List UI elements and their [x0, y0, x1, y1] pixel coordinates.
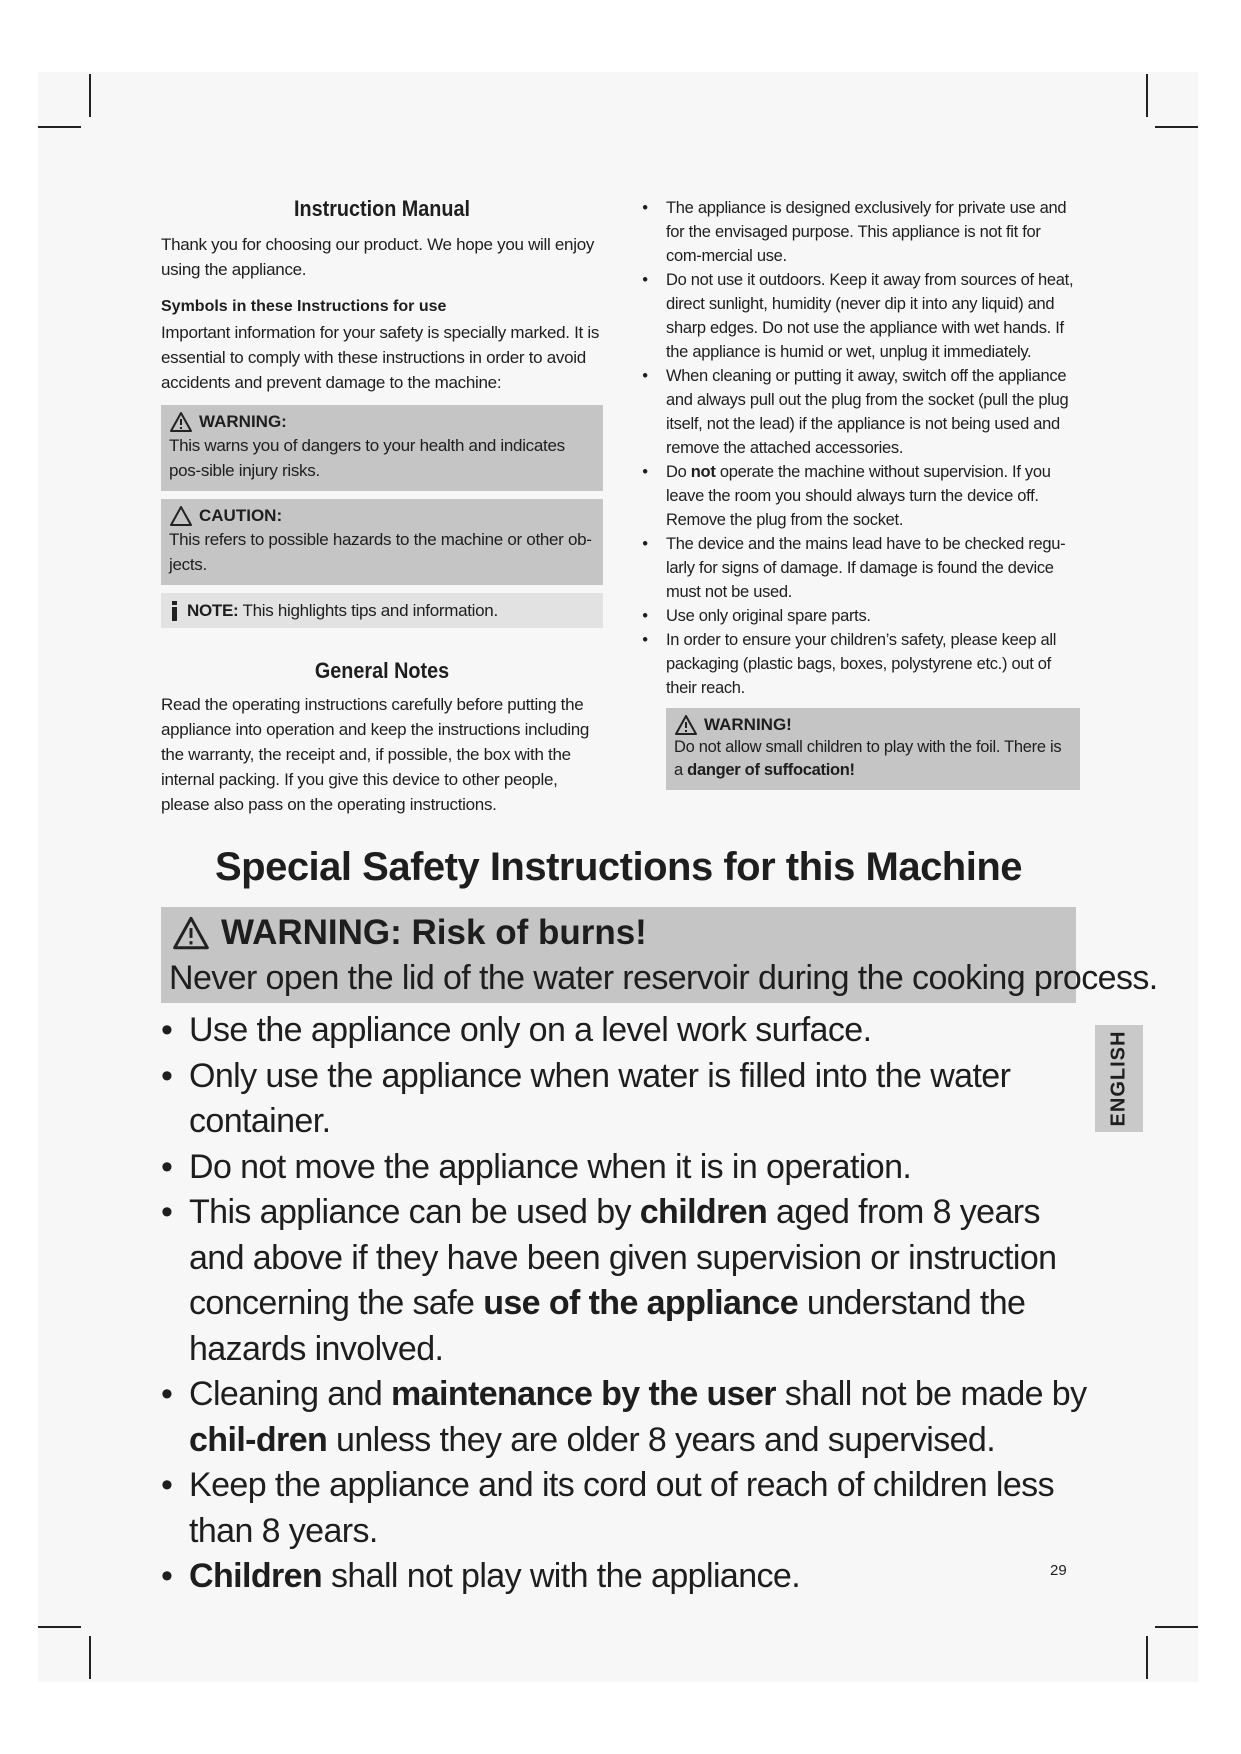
instruction-manual-title: Instruction Manual [293, 196, 471, 221]
crop-mark [1146, 1636, 1148, 1679]
caution-label: CAUTION: [199, 506, 283, 525]
list-item: • This appliance can be used by children aged from 8 years and above if they have been given supervision or instruction concerning the safe use of the appliance understand the hazards involved. [161, 1193, 1057, 1368]
caution-label-row [169, 505, 595, 527]
suffocation-warning-label-row [674, 714, 1072, 736]
list-item: • Do not move the appliance when it is in operation. [161, 1147, 912, 1186]
safety-list [636, 196, 1080, 700]
note-text: This highlights tips and information. [238, 601, 498, 620]
crop-mark [89, 74, 91, 117]
note-box [161, 593, 603, 628]
warning-text: This warns you of dangers to your health and indicates pos-sible injury risks. [169, 436, 565, 480]
list-item: • Only use the appliance when water is filled into the water container. [161, 1056, 1011, 1140]
warning-triangle-icon [169, 411, 193, 433]
crop-mark [1146, 74, 1148, 117]
language-tab-label: ENGLISH [1107, 1030, 1130, 1127]
burn-warning-label: WARNING: Risk of burns! [221, 913, 647, 952]
crop-mark [1155, 1626, 1198, 1628]
list-item: • The appliance is designed exclusively for private use and for the envisaged purpose. This appliance is not fit for com-mercial use. [642, 199, 1067, 265]
list-item: • When cleaning or putting it away, switch off the appliance and always pull out the plug from the socket (pull the plug itself, not the lead) if the appliance is not being used and remove the attached accessories. [642, 367, 1069, 457]
caution-box [161, 499, 603, 585]
note-row [169, 598, 595, 623]
crop-mark [38, 126, 81, 128]
list-item: • Do not use it outdoors. Keep it away from sources of heat, direct sunlight, humidity (never dip it into any liquid) and sharp edges. Do not use the appliance with wet hands. If the appliance is humid or wet, unplug it immediately. [642, 271, 1074, 361]
general-notes-text: Read the operating instructions carefully before putting the appliance into operation and keep the instructions including the warranty, the receipt and, if possible, the box with the internal packing. If you give this device to other people, please also pass on the operating instructions. [161, 695, 590, 814]
language-tab [1095, 1025, 1143, 1132]
right-column [636, 196, 1080, 790]
warning-label-row [169, 411, 595, 433]
list-item: • Use only original spare parts. [642, 607, 871, 625]
warning-box [161, 405, 603, 491]
list-item: • Use the appliance only on a level work surface. [161, 1011, 872, 1049]
list-item: • Children shall not play with the appliance. [161, 1557, 801, 1595]
suffocation-warning-text: Do not allow small children to play with the foil. There is a danger of suffocation! [674, 738, 1062, 779]
warning-label: WARNING: [199, 412, 287, 431]
suffocation-warning-box [666, 708, 1080, 790]
general-notes-title: General Notes [314, 658, 450, 683]
special-safety-list [161, 1008, 1091, 1600]
special-safety-title: Special Safety Instructions for this Machine [214, 845, 1023, 889]
list-item: • In order to ensure your children’s safety, please keep all packaging (plastic bags, boxes, polystyrene etc.) out of their reach. [642, 631, 1057, 697]
burn-warning-label-row [171, 913, 647, 953]
caution-triangle-icon [169, 505, 193, 527]
suffocation-warning-label: WARNING! [704, 715, 792, 734]
crop-mark [1155, 126, 1198, 128]
warning-triangle-icon [674, 714, 698, 736]
crop-mark [38, 1626, 81, 1628]
list-item: • Do not operate the machine without supervision. If you leave the room you should always turn the device off. Remove the plug from the socket. [642, 463, 1051, 529]
crop-mark [89, 1636, 91, 1679]
burn-warning-box [161, 907, 1158, 1003]
note-label: NOTE: [187, 601, 239, 620]
burn-warning-text: Never open the lid of the water reservoir during the cooking process. [169, 959, 1158, 997]
intro-text: Thank you for choosing our product. We hope you will enjoy using the appliance. [161, 235, 595, 279]
warning-triangle-icon [171, 915, 211, 951]
info-icon [169, 600, 181, 622]
left-column [161, 196, 603, 817]
symbols-heading: Symbols in these Instructions for use [161, 298, 447, 315]
caution-text: This refers to possible hazards to the machine or other ob-jects. [169, 530, 592, 574]
list-item: • The device and the mains lead have to be checked regu-larly for signs of damage. If damage is found the device must not be used. [642, 535, 1066, 601]
page-number: 29 [1050, 1562, 1067, 1579]
list-item: • Cleaning and maintenance by the user shall not be made by chil-dren unless they are older 8 years and supervised. [161, 1375, 1087, 1459]
list-item: • Keep the appliance and its cord out of reach of children less than 8 years. [161, 1466, 1054, 1550]
symbols-text: Important information for your safety is specially marked. It is essential to comply with these instructions in order to avoid accidents and prevent damage to the machine: [161, 323, 600, 392]
